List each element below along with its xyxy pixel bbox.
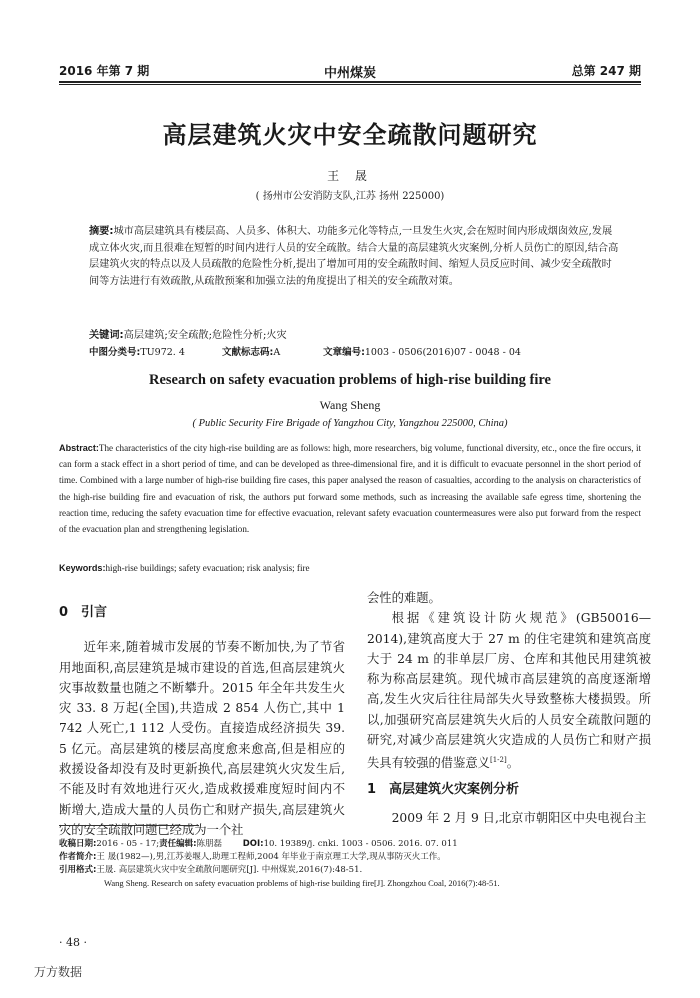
section-1-title: 高层建筑火灾案例分析	[389, 781, 520, 797]
intro-paragraph: 近年来,随着城市发展的节奏不断加快,为了节省用地面积,高层建筑是城市建设的首选,但高层建筑火灾事故数量也随之不断攀升。2015 年全年共发生火灾 33. 8 万起(全国),共造成 2 854 人伤亡,其中 1 742 人死亡,1 112 人受伤。直接造成经济损失 39. 5 亿元。高层建筑的楼层高度愈来愈高,但是相应的救援设备却没有及时更新换代,高层建筑火灾发生后,不能及时有效地进行灭火,造成救援难度短时间内不断增大,造成大量的人员伤亡和财产损失,高层建筑火灾的安全疏散问题已经成为一个社	[59, 640, 345, 837]
clc-label: 中图分类号:	[89, 347, 141, 358]
issue-label: 2016 年第 7 期	[59, 64, 150, 78]
section-1-heading	[367, 780, 651, 800]
total-issue-label: 总第 247 期	[571, 64, 641, 78]
section-1-number: 1	[367, 781, 377, 797]
english-abstract	[59, 440, 641, 537]
keywords-text: 高层建筑;安全疏散;危险性分析;火灾	[123, 330, 287, 341]
classification-line	[89, 344, 629, 358]
code-paragraph	[367, 608, 651, 773]
header-rule	[59, 81, 641, 83]
abstract-label: 摘要:	[89, 226, 114, 237]
author-affiliation: ( 扬州市公安消防支队,江苏 扬州 225000)	[255, 191, 445, 202]
abstract-block	[89, 224, 619, 291]
intro-continuation: 会性的难题。	[367, 591, 441, 605]
abstract-text: 城市高层建筑具有楼层高、人员多、体积大、功能多元化等特点,一旦发生火灾,会在短时间内形成烟囱效应,发展成立体火灾,而且很难在短暂的时间内进行人员的安全疏散。结合大量的高层建筑火灾案例,分析人员伤亡的原因,结合高层建筑火灾的特点以及人员疏散的危险性分析,提出了增加可用的安全疏散时间、缩短人员反应时间、减少安全疏散时间等方法进行有效疏散,从疏散预案和加强立法的角度提出了相关的安全疏散对策。	[89, 226, 619, 288]
code-paragraph-text: 根据《建筑设计防火规范》(GB50016—2014),建筑高度大于 27 m 的住宅建筑和建筑高度大于 24 m 的非单层厂房、仓库和其他民用建筑被称为称高层建筑。现代城市高层建筑的高度逐渐增高,发生火灾后往往局部失火导致整栋大楼损毁。所以,加强研究高层建筑失火后的人员安全疏散问题的研究,对减少高层建筑火灾造成的人员伤亡和财产损失具有较强的借鉴意义	[367, 611, 651, 771]
english-keywords-label: Keywords:	[59, 563, 106, 573]
english-keywords	[59, 563, 641, 573]
article-title: 高层建筑火灾中安全疏散问题研究	[162, 121, 538, 149]
clc-value: TU972. 4	[140, 347, 185, 358]
header-rule-thin	[59, 84, 641, 85]
received-value: 2016 - 05 - 17;	[96, 839, 160, 849]
watermark: 万方数据	[34, 965, 83, 979]
footnote-received	[59, 838, 659, 851]
doc-code-value: A	[273, 347, 281, 358]
bio-label: 作者简介:	[59, 852, 97, 862]
english-author: Wang Sheng	[319, 398, 381, 412]
doi-label: DOI:	[242, 839, 264, 849]
footnote-bio	[59, 851, 659, 864]
code-paragraph-end: 。	[506, 756, 520, 771]
english-title: Research on safety evacuation problems of high-rise building fire	[149, 372, 551, 388]
author-name: 王 晟	[327, 169, 373, 183]
footnote-cite	[59, 864, 659, 877]
editor-label: 责任编辑:	[159, 839, 197, 849]
cite-english: Wang Sheng. Research on safety evacuation problems of high-rise building fire[J]. Zhongzhou Coal, 2016(7):48-51.	[104, 878, 500, 888]
running-header	[59, 62, 641, 80]
citation-ref: [1-2]	[489, 756, 507, 765]
section-0-number: 0	[59, 605, 69, 620]
keywords-block	[89, 326, 619, 341]
english-affiliation: ( Public Security Fire Brigade of Yangzhou City, Yangzhou 225000, China)	[192, 418, 508, 429]
english-keywords-text: high-rise buildings; safety evacuation; risk analysis; fire	[105, 563, 310, 573]
article-number-value: 1003 - 0506(2016)07 - 0048 - 04	[364, 347, 521, 358]
article-number-label: 文章编号:	[323, 347, 365, 358]
keywords-label: 关键词:	[89, 330, 124, 341]
case-paragraph: 2009 年 2 月 9 日,北京市朝阳区中央电视台主	[391, 811, 647, 826]
journal-name: 中州煤炭	[323, 66, 376, 81]
section-0-heading	[59, 603, 345, 623]
right-column	[367, 588, 651, 828]
cite-value: 王晟. 高层建筑火灾中安全疏散问题研究[J]. 中州煤炭,2016(7):48-51.	[96, 865, 363, 875]
section-0-title: 引言	[81, 605, 108, 620]
english-abstract-text: The characteristics of the city high-rise building are as follows: high, more researchers, big volume, functional diversity, etc., once the fire occurs, it can form a stack effect in a short period of time, and can be developed as three-dimensional fire, and it is difficult to evacuate personnel in the short period of time. Combined with a large number of high-rise building fire cases, this paper analysed the reason of casualties, according to the analysis on characteristics of the high-rise building fire and evacuation of risk, the authors put forward some methods, such as increasing the available safe egress time, shortening the reaction time, reducing the safety evacuation time for effective evacuation, relevant safety evacuation countermeasures were also put forward from the respect of the evacuation plan and strengthening legislation.	[59, 443, 641, 535]
editor-value: 陈朋磊	[196, 839, 223, 849]
cite-label: 引用格式:	[59, 865, 97, 875]
doi-value: 10. 19389/j. cnki. 1003 - 0506. 2016. 07. 011	[263, 839, 458, 849]
bio-value: 王 晟(1982—),男,江苏姜堰人,助理工程师,2004 年毕业于南京理工大学,现从事防灭火工作。	[96, 852, 446, 862]
received-label: 收稿日期:	[59, 839, 97, 849]
footnote-rule	[59, 825, 199, 826]
left-column	[59, 605, 345, 840]
english-abstract-label: Abstract:	[59, 443, 99, 453]
doc-code-label: 文献标志码:	[222, 347, 274, 358]
footnotes	[59, 838, 659, 890]
page-number: · 48 ·	[59, 936, 87, 949]
